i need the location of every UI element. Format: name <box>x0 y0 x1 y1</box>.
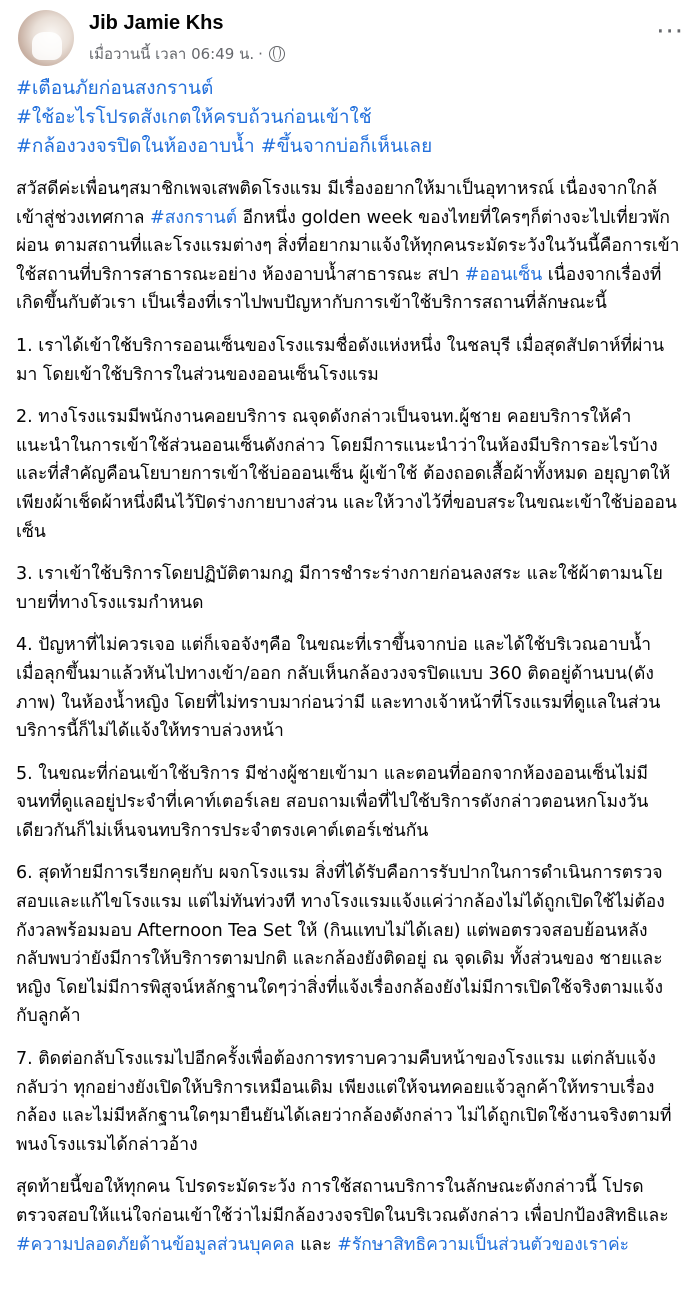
hashtag-list <box>16 74 684 161</box>
hashtag-link[interactable]: #กล้องวงจรปิดในห้องอาบน้ำ #ขึ้นจากบ่อก็เห็นเลย <box>16 135 433 157</box>
hashtag-link[interactable]: #สงกรานต์ <box>150 207 238 228</box>
author-name[interactable]: Jib Jamie Khs <box>89 12 224 34</box>
post-time[interactable]: เมื่อวานนี้ เวลา 06:49 น. <box>89 45 255 63</box>
post-body <box>16 175 684 1259</box>
intro-text: อีกหนึ่ง golden week ของไทยที่ใครๆก็ต่างจะไปเที่ยวพักผ่อน ตามสถานที่และโรงแรมต่างๆ สิ่งที่อยากมาแจ้งให้ทุกคนระมัดระวังในวันนี้คือการเข้าใช้สถานที่บริการสาธารณะอย่าง ห้องอาบน้ำสาธารณะ สปา <box>16 207 680 285</box>
hashtag-link[interactable]: #ออนเซ็น <box>464 264 543 285</box>
list-item: 4. ปัญหาที่ไม่ควรเจอ แต่ก็เจอจังๆคือ ในขณะที่เราขึ้นจากบ่อ และได้ใช้บริเวณอาบน้ำ เมื่อลุกขึ้นมาแล้วหันไปทางเข้า/ออก กลับเห็นกล้องวงจรปิดแบบ 360 ติดอยู่ด้านบน(ดังภาพ) ในห้องน้ำหญิง โดยที่ไม่ทราบมาก่อนว่ามี และทางเจ้าหน้าที่โรงแรมที่ดูแลในส่วนบริการนี้ก็ไม่ได้แจ้งให้ทราบล่วงหน้า <box>16 635 661 742</box>
hashtag-link[interactable]: #ใช้อะไรโปรดสังเกตให้ครบถ้วนก่อนเข้าใช้ <box>16 106 372 128</box>
avatar[interactable] <box>18 10 74 66</box>
list-item: 7. ติดต่อกลับโรงแรมไปอีกครั้งเพื่อต้องการทราบความคืบหน้าของโรงแรม แต่กลับแจ้งกลับว่า ทุกอย่างยังเปิดให้บริการเหมือนเดิม เพียงแต่ให้จนทคอยแจ้วลูกค้าให้ทราบเรื่องกล้อง และไม่มีหลักฐานใดๆมายืนยันได้เลยว่ากล้องดังกล่าว ไม่ได้ถูกเปิดใช้งานจริงตามที่พนงโรงแรมได้กล่าวอ้าง <box>16 1049 672 1155</box>
post-header <box>16 0 684 72</box>
intro-text: สวัสดีค่ะเพื่อนๆสมาชิกเพจเสพติดโรงแรม มีเรื่องอยากให้มาเป็นอุทาหรณ์ เนื่องจากใกล้เข้าสู่ช่วงเทศกาล <box>16 179 658 228</box>
closing-text: สุดท้ายนี้ขอให้ทุกคน โปรดระมัดระวัง การใช้สถานบริการในลักษณะดังกล่าวนี้ โปรดตรวจสอบให้แน่ใจก่อนเข้าใช้ว่าไม่มีกล้องวงจรปิดในบริเวณดังกล่าว เพื่อปกป้องสิทธิและ <box>16 1177 669 1226</box>
list-item: 3. เราเข้าใช้บริการโดยปฏิบัติตามกฎ มีการชำระร่างกายก่อนลงสระ และใช้ผ้าตามนโยบายที่ทางโรงแรมกำหนด <box>16 564 663 613</box>
hashtag-link[interactable]: #เตือนภัยก่อนสงกรานต์ <box>16 77 214 99</box>
intro-text: เนื่องจากเรื่องที่เกิดขึ้นกับตัวเรา เป็นเรื่องที่เราไปพบปัญหากับการเข้าใช้บริการสถานที่ลักษณะนี้ <box>16 264 662 314</box>
post-meta <box>89 42 285 66</box>
list-item: 2. ทางโรงแรมมีพนักงานคอยบริการ ณจุดดังกล่าวเป็นจนท.ผู้ชาย คอยบริการให้คำแนะนำในการเข้าใช้ส่วนออนเซ็นดังกล่าว โดยมีการแนะนำว่าในห้องมีบริการอะไรบ้าง และที่สำคัญคือนโยบายการเข้าใช้บ่อออนเซ็น ผู้เข้าใช้ ต้องถอดเสื้อผ้าทั้งหมด อยุญาตให้เพียงผ้าเช็ดผ้าหนึ่งผืนไว้ปิดร่างกายบางส่วน และให้วางไว้ที่ขอบสระในขณะเข้าใช้บ่อออนเซ็น <box>16 407 677 542</box>
intro-paragraph <box>16 175 684 318</box>
list-item: 6. สุดท้ายมีการเรียกคุยกับ ผจกโรงแรม สิ่งที่ได้รับคือการรับปากในการดำเนินการตรวจสอบและแก้ไขโรงแรม แต่ไม่ทันท่วงที ทางโรงแรมแจ้งแค่ว่ากล้องไม่ได้ถูกเปิดใช้ไม่ต้องกังวลพร้อมมอบ Afternoon Tea Set ให้ (กินแทบไม่ได้เลย) แต่พอตรวจสอบย้อนหลัง กลับพบว่ายังมีการให้บริการตามปกติ และกล้องยังติดอยู่ ณ จุดเดิม ทั้งส่วนของ ชายและหญิง โดยไม่มีการพิสูจน์หลักฐานใดๆว่าสิ่งที่แจ้งเรื่องกล้องยังไม่มีการเปิดใช้จริงตามแจ้งกับลูกค้า <box>16 863 665 1027</box>
list-item: 5. ในขณะที่ก่อนเข้าใช้บริการ มีช่างผู้ชายเข้ามา และตอนที่ออกจากห้องออนเซ็นไม่มี จนทที่ดูแลอยู่ประจำที่เคาท์เตอร์เลย สอบถามเพื่อที่ไปใช้บริการดังกล่าวตอนหกโมงวันเดียวกันก็ไม่เห็นจนทบริการประจำตรงเคาต์เตอร์เช่นกัน <box>16 763 649 841</box>
hashtag-link[interactable]: #ความปลอดภัยด้านข้อมูลส่วนบุคคล <box>16 1234 295 1255</box>
list-item: 1. เราได้เข้าใช้บริการออนเซ็นของโรงแรมชื่อดังแห่งหนึ่ง ในชลบุรี เมื่อสุดสัปดาห์ที่ผ่านมา โดยเข้าใช้บริการในส่วนของออนเซ็นโรงแรม <box>16 335 665 385</box>
globe-icon[interactable] <box>269 46 285 62</box>
hashtag-link[interactable]: #รักษาสิทธิความเป็นส่วนตัวของเราค่ะ <box>337 1234 630 1255</box>
separator-dot: · <box>258 45 263 63</box>
more-options-icon[interactable]: ··· <box>656 17 684 47</box>
closing-paragraph <box>16 1173 684 1259</box>
closing-text: และ <box>294 1234 338 1255</box>
